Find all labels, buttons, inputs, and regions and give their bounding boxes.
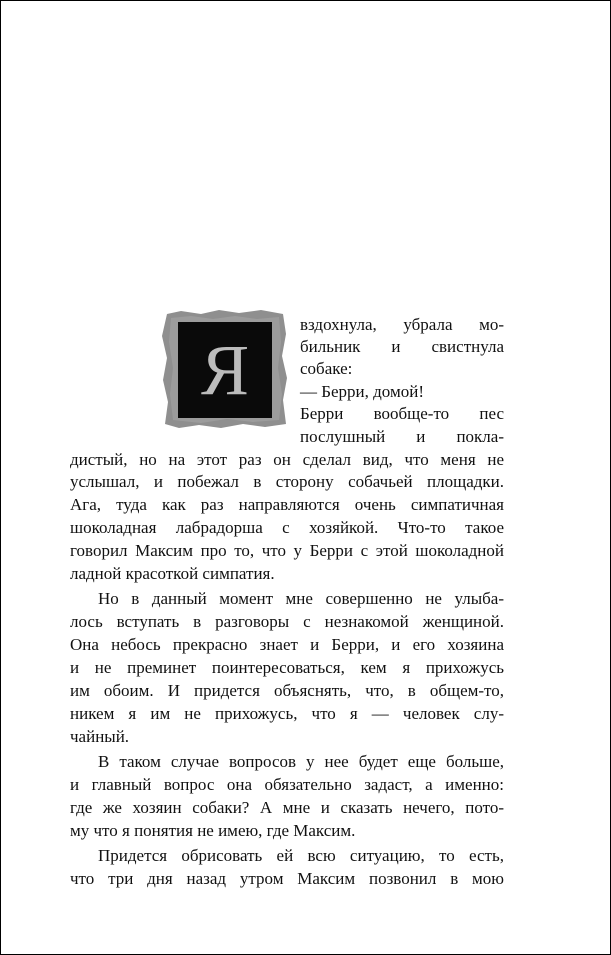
dropcap-line-4: — Берри, домой! — [300, 382, 424, 401]
text-line: что три дня назад утром Максим позвонил в мою — [70, 869, 504, 888]
text-line: им обоим. И придется объяснять, что, в общем-то, — [70, 681, 504, 700]
drop-cap — [161, 308, 289, 430]
text-line: где же хозяин собаки? А мне и сказать нечего, пото- — [70, 798, 504, 817]
text-line: и не преминет поинтересоваться, кем я прихожусь — [70, 658, 504, 677]
text-line: Но в данный момент мне совершенно не улыба- — [98, 589, 504, 608]
text-line: Придется обрисовать ей всю ситуацию, то есть, — [98, 846, 504, 865]
text-line: и главный вопрос она обязательно задаст, а именно: — [70, 775, 504, 794]
text-line: Она небось прекрасно знает и Берри, и его хозяина — [70, 635, 504, 654]
text-line: шоколадная лабрадорша с хозяйкой. Что-то такое — [70, 518, 504, 537]
text-line: В таком случае вопросов у нее будет еще больше, — [98, 752, 504, 771]
text-line: му что я понятия не имею, где Максим. — [70, 821, 356, 840]
text-line: говорил Максим про то, что у Берри с этой шоколадной — [70, 541, 504, 560]
text-line: дистый, но на этот раз он сделал вид, что меня не — [70, 450, 504, 469]
dropcap-line-2: бильник и свистнула — [300, 337, 504, 356]
text-line: никем я им не прихожусь, что я — человек слу- — [70, 704, 504, 723]
dropcap-line-3: собаке: — [300, 359, 353, 378]
text-line: чайный. — [70, 727, 130, 746]
text-line: услышал, и побежал в сторону собачьей площадки. — [70, 472, 504, 491]
drop-cap-letter: Я — [200, 330, 250, 410]
text-line: лось вступать в разговоры с незнакомой женщиной. — [70, 612, 504, 631]
dropcap-line-5: Берри вообще-то пес — [300, 404, 504, 423]
dropcap-line-1: вздохнула, убрала мо- — [300, 315, 504, 334]
text-line: Ага, туда как раз направляются очень симпатичная — [70, 495, 504, 514]
text-line: ладной красоткой симпатия. — [70, 564, 275, 583]
dropcap-line-6: послушный и покла- — [300, 427, 504, 446]
